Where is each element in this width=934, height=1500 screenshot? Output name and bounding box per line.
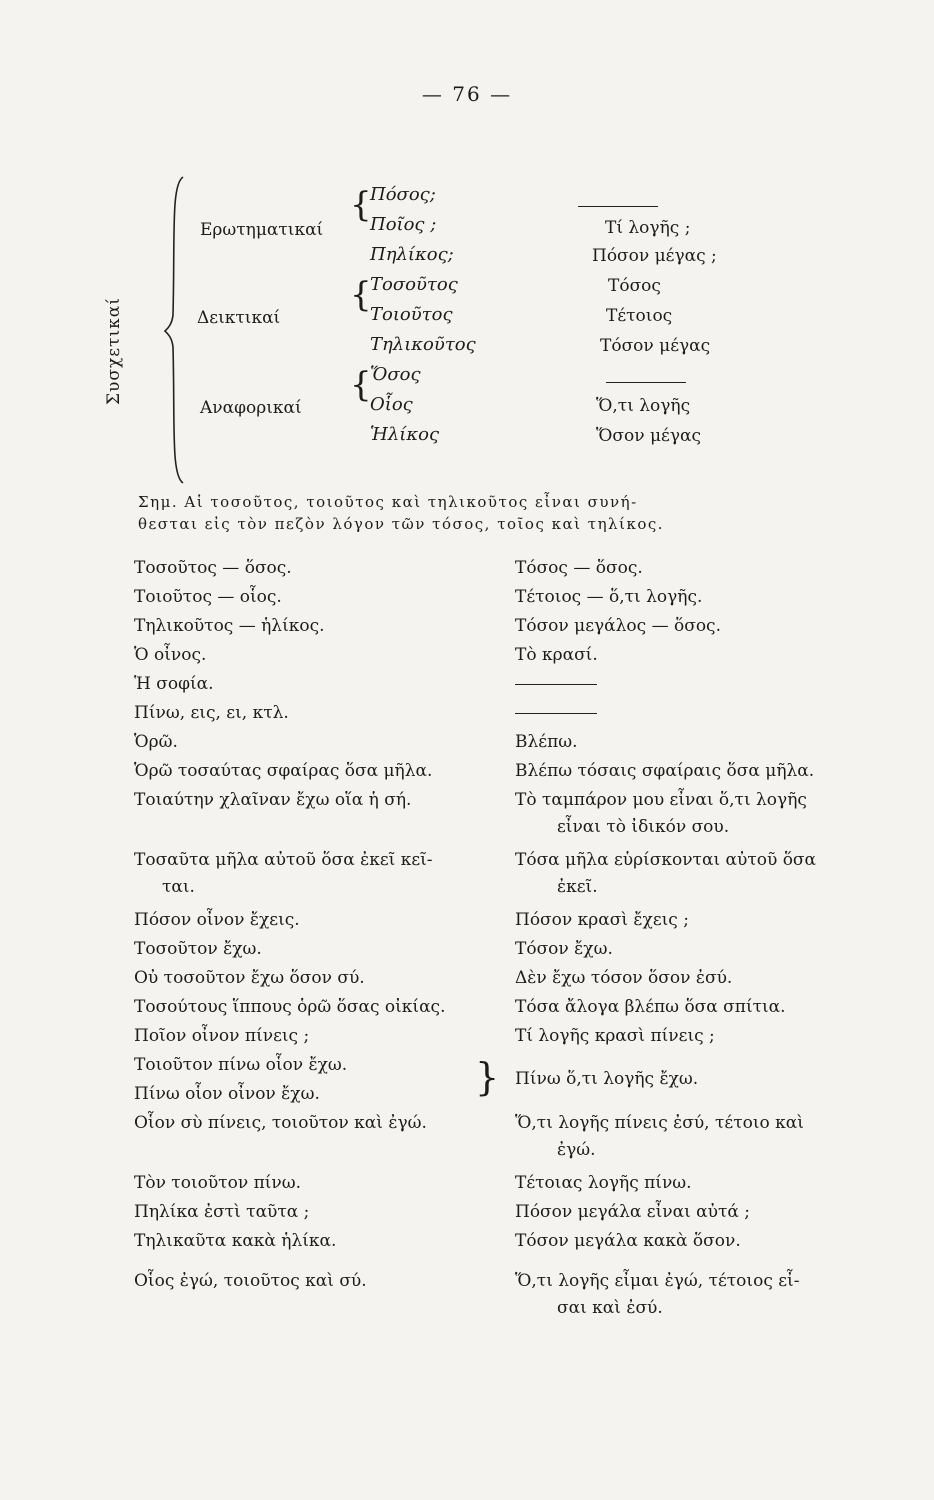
modern-text: Βλέπω. — [515, 732, 578, 752]
modern-text: Τόσος — ὅσος. — [515, 558, 643, 578]
modern-text-line: Τὸ ταμπάρον μου εἶναι ὅ,τι λογῆς — [515, 790, 807, 810]
modern-form: Τόσος — [608, 276, 661, 296]
pronoun: Οἷος — [370, 394, 413, 415]
example-row — [0, 787, 934, 847]
ancient-text: Πίνω οἷον οἶνον ἔχω. — [134, 1084, 320, 1104]
modern-text — [515, 1268, 885, 1322]
note-line-2: θεσται εἰς τὸν πεζὸν λόγον τῶν τόσος, τοῖος καὶ τηλίκος. — [138, 515, 665, 533]
example-row — [0, 1170, 934, 1199]
pronoun: Τοσοῦτος — [370, 274, 458, 295]
ancient-text: Ὁρῶ. — [134, 732, 178, 752]
ancient-text: Οἷον σὺ πίνεις, τοιοῦτον καὶ ἐγώ. — [134, 1113, 427, 1133]
example-row — [0, 907, 934, 936]
ancient-text: Τοσοῦτος — ὅσος. — [134, 558, 292, 578]
ancient-text: Τοιοῦτον πίνω οἷον ἔχω. — [134, 1055, 348, 1075]
dash-line — [606, 382, 686, 383]
example-row — [0, 555, 934, 584]
modern-text: Πόσον κρασὶ ἔχεις ; — [515, 910, 689, 930]
ancient-text: Τοσοῦτον ἔχω. — [134, 939, 262, 959]
modern-text: Τέτοιος — ὅ,τι λογῆς. — [515, 587, 703, 607]
dash-line — [515, 684, 597, 685]
ancient-text: Ἡ σοφία. — [134, 674, 214, 694]
pronoun: Ὅσος — [370, 364, 421, 385]
example-row — [0, 1199, 934, 1228]
ancient-text: Ποῖον οἶνον πίνεις ; — [134, 1026, 310, 1046]
pronoun: Τηλικοῦτος — [370, 334, 476, 355]
modern-text: Τόσον μεγάλα κακὰ ὅσον. — [515, 1231, 741, 1251]
modern-text-continuation: ἐκεῖ. — [557, 877, 598, 897]
modern-text-line: Τόσα μῆλα εὑρίσκονται αὐτοῦ ὅσα — [515, 850, 817, 870]
example-row-pair — [0, 1052, 934, 1110]
example-row — [0, 613, 934, 642]
modern-form: Ὅσον μέγας — [596, 426, 701, 446]
ancient-text: Ὁρῶ τοσαύτας σφαίρας ὅσα μῆλα. — [134, 761, 433, 781]
ancient-text-line: Τοσαῦτα μῆλα αὐτοῦ ὅσα ἐκεῖ κεῖ- — [134, 850, 433, 870]
pronoun: Τοιοῦτος — [370, 304, 453, 325]
brace-icon: } — [475, 1055, 500, 1099]
group-label-demonstrative: Δεικτικαί — [197, 308, 281, 328]
example-row — [0, 671, 934, 700]
ancient-text: Πηλίκα ἐστὶ ταῦτα ; — [134, 1202, 310, 1222]
ancient-text: Τοιοῦτος — οἷος. — [134, 587, 282, 607]
example-row — [0, 642, 934, 671]
ancient-text: Οὐ τοσοῦτον ἔχω ὅσον σύ. — [134, 968, 365, 988]
page-number: — 76 — — [421, 82, 513, 106]
modern-text-continuation: εἶναι τὸ ἰδικόν σου. — [557, 817, 730, 837]
modern-text — [515, 847, 885, 901]
modern-text — [515, 700, 885, 727]
modern-form: Τί λογῆς ; — [605, 218, 691, 238]
example-row — [0, 584, 934, 613]
brace-icon: { — [350, 365, 372, 405]
modern-text: Πόσον μεγάλα εἶναι αὐτά ; — [515, 1202, 750, 1222]
example-row — [0, 965, 934, 994]
correlatives-table — [0, 170, 934, 490]
modern-text: Τὸ κρασί. — [515, 645, 598, 665]
example-row — [0, 994, 934, 1023]
modern-text: Τόσον ἔχω. — [515, 939, 613, 959]
example-row — [0, 1023, 934, 1052]
side-label: Συσχετικαί — [104, 297, 124, 405]
modern-text: Βλέπω τόσαις σφαίραις ὅσα μῆλα. — [515, 761, 815, 781]
ancient-text: Πίνω, εις, ει, κτλ. — [134, 703, 289, 723]
pronoun: Πηλίκος; — [370, 244, 454, 265]
modern-form: Τέτοιος — [606, 306, 673, 326]
ancient-text: Οἷος ἐγώ, τοιοῦτος καὶ σύ. — [134, 1271, 367, 1291]
dash-line — [578, 206, 658, 207]
modern-text — [515, 787, 885, 841]
group-label-relative: Αναφορικαί — [200, 398, 302, 418]
dash-line — [515, 713, 597, 714]
pronoun: Ποῖος ; — [370, 214, 437, 235]
ancient-text-continuation: ται. — [162, 877, 195, 897]
modern-text-continuation: σαι καὶ ἐσύ. — [557, 1298, 663, 1318]
example-row — [0, 729, 934, 758]
modern-text: Πίνω ὅ,τι λογῆς ἔχω. — [515, 1069, 699, 1089]
ancient-text: Τηλικοῦτος — ἡλίκος. — [134, 616, 325, 636]
ancient-text: Τηλικαῦτα κακὰ ἡλίκα. — [134, 1231, 337, 1251]
big-brace-icon — [163, 175, 187, 485]
ancient-text: Ὁ οἶνος. — [134, 645, 207, 665]
brace-icon: { — [350, 275, 372, 315]
note-line-1: Σημ. Αἱ τοσοῦτος, τοιοῦτος καὶ τηλικοῦτος εἶναι συνή- — [138, 493, 638, 511]
ancient-text: Πόσον οἶνον ἔχεις. — [134, 910, 300, 930]
pronoun: Πόσος; — [370, 184, 436, 205]
group-label-interrogative: Ερωτηματικαί — [200, 220, 324, 240]
modern-text-line: Ὅ,τι λογῆς εἶμαι ἐγώ, τέτοιος εἶ- — [515, 1271, 800, 1291]
ancient-text: Τοιαύτην χλαῖναν ἔχω οἵα ἡ σή. — [134, 790, 412, 810]
brace-icon: { — [350, 185, 372, 225]
modern-form: Πόσον μέγας ; — [592, 246, 717, 266]
example-row — [0, 1228, 934, 1268]
example-row — [0, 758, 934, 787]
modern-text: Τόσον μεγάλος — ὅσος. — [515, 616, 721, 636]
example-row — [0, 936, 934, 965]
modern-text: Δὲν ἔχω τόσον ὅσον ἐσύ. — [515, 968, 733, 988]
modern-text-continuation: ἐγώ. — [557, 1140, 596, 1160]
modern-text: Τέτοιας λογῆς πίνω. — [515, 1173, 692, 1193]
ancient-text: Τοσούτους ἵππους ὁρῶ ὅσας οἰκίας. — [134, 997, 446, 1017]
example-row — [0, 1110, 934, 1170]
example-row — [0, 847, 934, 907]
modern-text — [515, 1110, 885, 1164]
examples-list — [0, 555, 934, 1328]
modern-form: Ὅ,τι λογῆς — [596, 396, 691, 416]
ancient-text — [134, 847, 504, 901]
modern-form: Τόσον μέγας — [600, 336, 711, 356]
pronoun: Ἡλίκος — [370, 424, 440, 445]
modern-text-line: Ὅ,τι λογῆς πίνεις ἐσύ, τέτοιο καὶ — [515, 1113, 804, 1133]
modern-text: Τόσα ἄλογα βλέπω ὅσα σπίτια. — [515, 997, 786, 1017]
ancient-text: Τὸν τοιοῦτον πίνω. — [134, 1173, 302, 1193]
example-row — [0, 700, 934, 729]
modern-text: Τί λογῆς κρασὶ πίνεις ; — [515, 1026, 715, 1046]
example-row — [0, 1268, 934, 1328]
modern-text — [515, 671, 885, 698]
